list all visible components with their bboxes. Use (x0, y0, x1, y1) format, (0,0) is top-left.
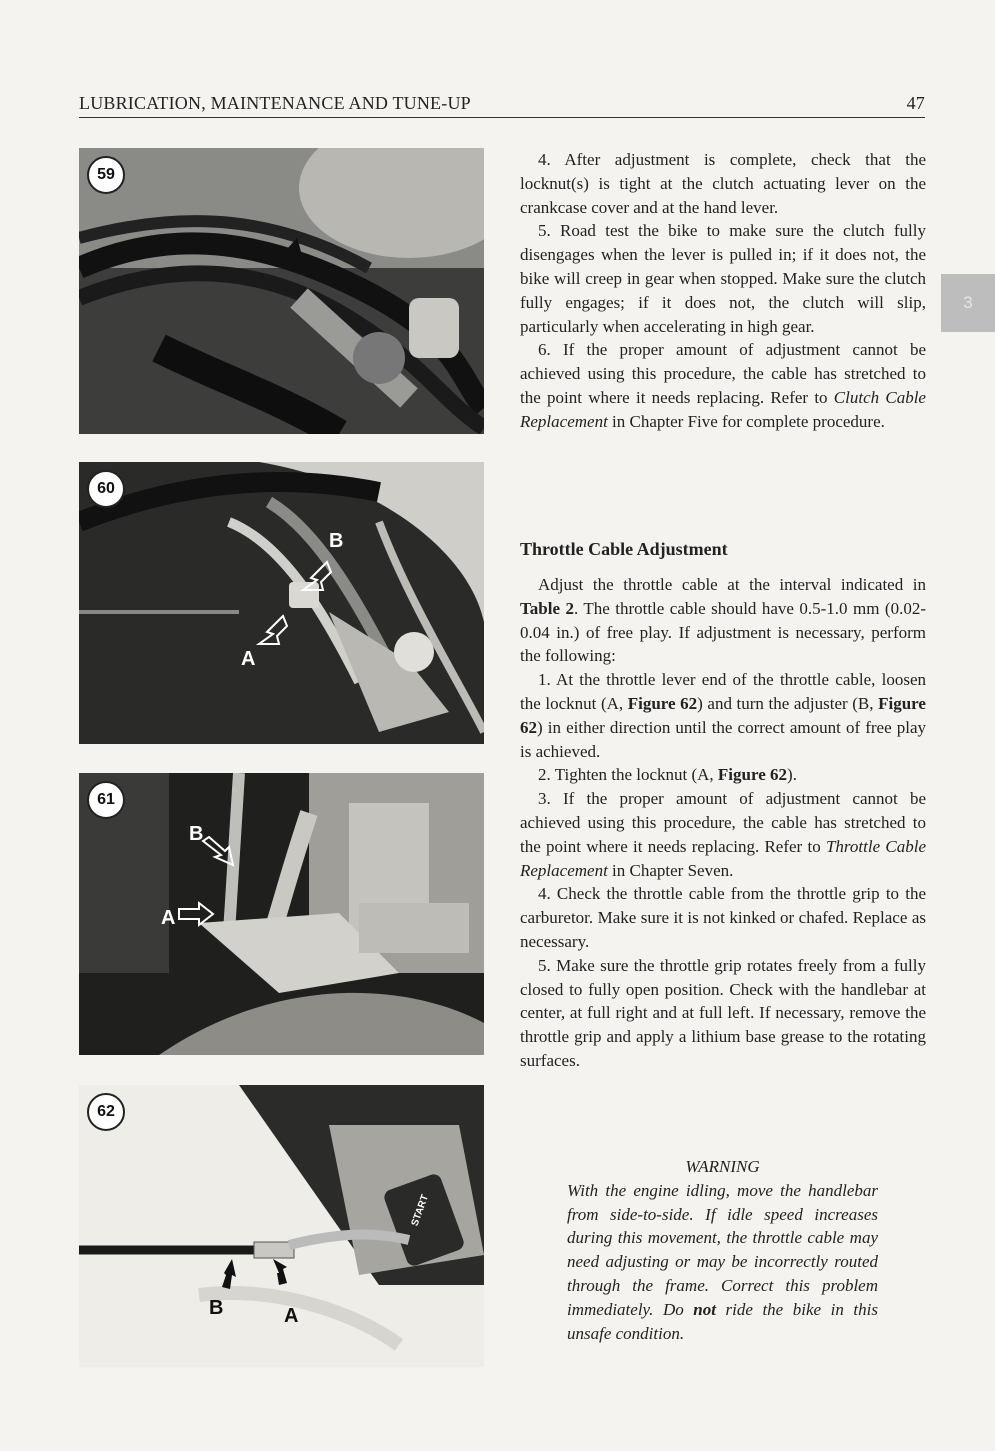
throttle-step-1 (520, 668, 926, 763)
figure-59-photo (79, 148, 484, 434)
figure-number-badge: 62 (87, 1093, 125, 1131)
table-reference: Table 2 (520, 598, 574, 618)
throttle-step-3 (520, 787, 926, 882)
figure-61-photo (79, 773, 484, 1055)
step-text: ) and turn the adjuster (B, (697, 693, 879, 713)
warning-box (567, 1155, 878, 1345)
intro-text-end: . The throttle cable should have 0.5-1.0 mm (0.02-0.04 in.) of free play. If adjustment is necessary, perform the following: (520, 598, 926, 666)
figure-60-photo (79, 462, 484, 744)
chapter-reference: Throttle Cable Replacement (520, 836, 926, 880)
figure-number-badge: 59 (87, 156, 125, 194)
arrow-icon (297, 556, 337, 596)
warning-text (567, 1179, 878, 1346)
running-header (79, 93, 925, 118)
throttle-intro (520, 573, 926, 668)
step-text: 2. Tighten the locknut (A, (538, 765, 718, 785)
figure-59-image (79, 148, 484, 434)
throttle-step-5: 5. Make sure the throttle grip rotates freely from a fully closed to fully open position. Check with the handlebar at center, at full right and at full left. If necessary, remove the throttle grip and apply a lithium base grease to the rotating surfaces. (520, 955, 926, 1070)
figure-62-image (79, 1085, 484, 1367)
arrow-icon (177, 899, 217, 929)
intro-text: Adjust the throttle cable at the interval indicated in (538, 575, 926, 594)
step-5: 5. Road test the bike to make sure the clutch fully disengages when the lever is pulled in; if it does not, the bike will creep in gear when stopped. Make sure the clutch fully engages; if it does not, the clutch will slip, particularly when accelerating in high gear. (520, 221, 926, 336)
warning-body-end: ride the bike in this unsafe condition. (567, 1299, 878, 1343)
switch-label: START (409, 1193, 432, 1228)
step-text: 3. If the proper amount of adjustment cannot be achieved using this procedure, the cable has stretched to the point where it needs replacing. Refer to (520, 789, 926, 856)
callout-label-a: A (161, 907, 176, 929)
step-text: in Chapter Seven. (607, 860, 734, 880)
figure-reference: Figure 62 (717, 765, 788, 785)
figure-number-badge: 60 (87, 470, 125, 508)
step-text: 1. At the throttle lever end of the throttle cable, loosen the locknut (A, (520, 670, 926, 713)
step-6-text-end: in Chapter Five for complete procedure. (607, 411, 885, 431)
chapter-title: LUBRICATION, MAINTENANCE AND TUNE-UP (79, 93, 471, 113)
callout-label-b: B (209, 1297, 224, 1319)
warning-title: WARNING (685, 1157, 760, 1176)
warning-emphasis: not (693, 1299, 716, 1319)
figure-62-photo (79, 1085, 484, 1367)
arrow-icon (199, 835, 239, 869)
step-text: ) in either direction until the correct amount of free play is achieved. (520, 717, 926, 761)
step-6 (520, 338, 926, 433)
step-6-text: 6. If the proper amount of adjustment cannot be achieved using this procedure, the cable has stretched to the point where it needs replacing. Refer to (520, 340, 926, 407)
figure-61-image (79, 773, 484, 1055)
callout-label-b: B (329, 530, 344, 552)
figure-number-badge: 61 (87, 781, 125, 819)
warning-body: With the engine idling, move the handlebar from side-to-side. If idle speed increases during this movement, the throttle cable may need adjusting or may be incorrectly routed through the frame. Correct this problem immediately. Do (567, 1180, 878, 1319)
step-text: ). (787, 765, 797, 785)
step-4: 4. After adjustment is complete, check that the locknut(s) is tight at the clutch actuating lever on the crankcase cover and at the hand lever. (520, 150, 926, 217)
callout-label-a: A (241, 648, 256, 670)
throttle-step-2 (520, 763, 926, 787)
figure-reference: Figure 62 (520, 693, 926, 737)
page-number: 47 (906, 93, 925, 113)
figure-60-image (79, 462, 484, 744)
callout-label-a: A (284, 1305, 299, 1327)
throttle-text (520, 573, 926, 1073)
clutch-steps-text (520, 148, 926, 434)
figure-reference: Figure 62 (627, 693, 698, 713)
throttle-step-4: 4. Check the throttle cable from the throttle grip to the carburetor. Make sure it is not kinked or chafed. Replace as necessary. (520, 884, 926, 951)
section-heading: Throttle Cable Adjustment (520, 539, 728, 559)
chapter-tab: 3 (941, 274, 995, 332)
arrow-icon (253, 610, 293, 650)
step-6-reference: Clutch Cable Replacement (520, 387, 926, 431)
callout-label-b: B (189, 823, 204, 845)
